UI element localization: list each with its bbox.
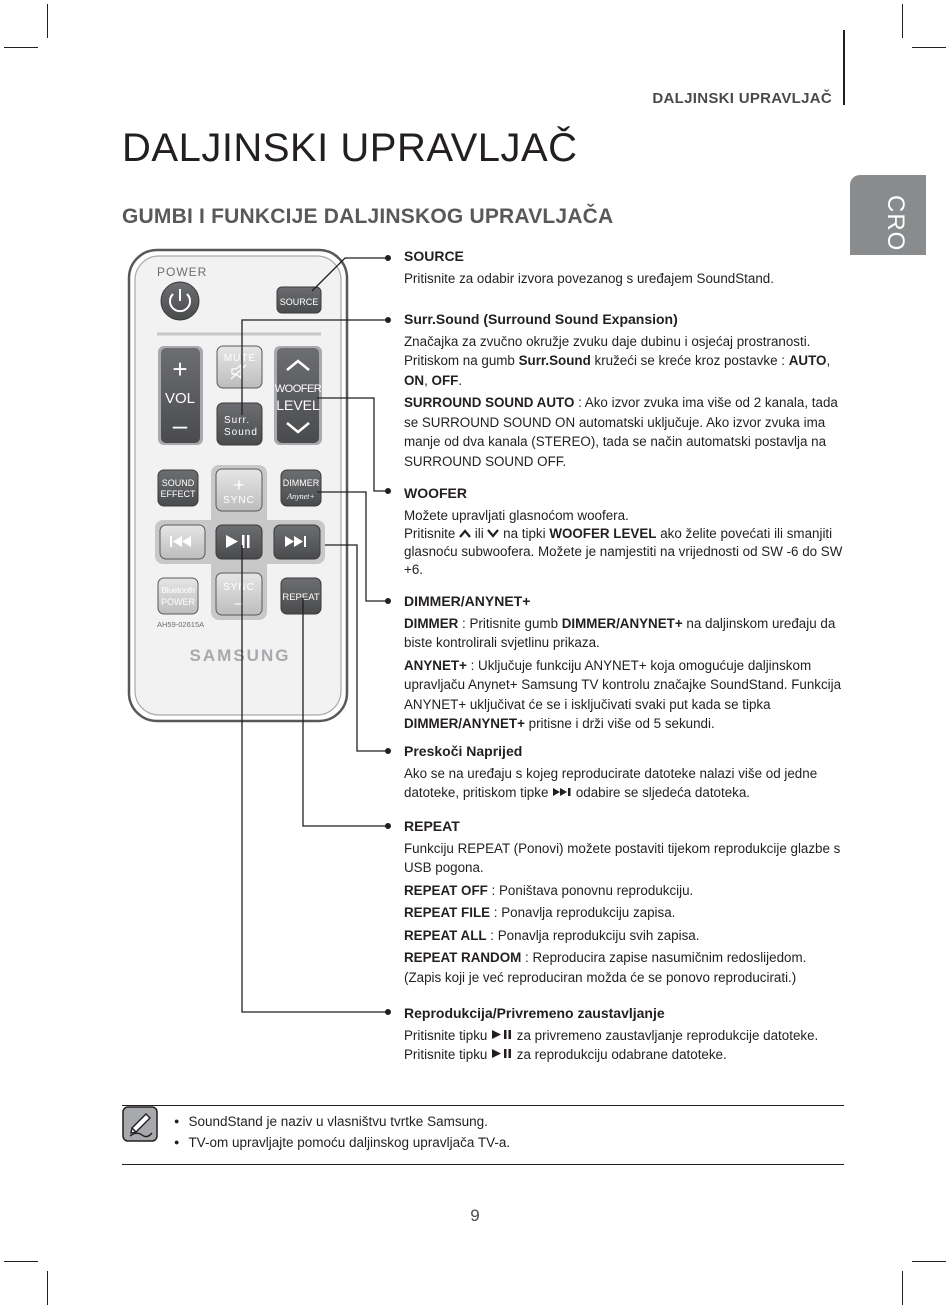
dimmer-label: DIMMER <box>404 615 459 631</box>
anynet-label: Anynet+ <box>287 492 315 501</box>
play-text-1 <box>404 1026 844 1046</box>
source-heading: SOURCE <box>404 248 464 264</box>
repeat-file-label: REPEAT FILE <box>404 905 491 920</box>
dimmer-anynet-button[interactable] <box>281 470 321 506</box>
dimmer-text-2b: : Uključuje funkciju ANYNET+ koja omogućuje daljinskom upravljaču Anynet+ Samsung TV kontrolu značajke SoundStand. Funkcija ANYNET+ uključivat će se i isključivati svaki put kada se tipka <box>404 657 842 712</box>
sync-plus-label: + <box>233 475 245 495</box>
woofer-level-rocker[interactable] <box>274 346 322 445</box>
woofer-label-line1: WOOFER <box>274 383 322 395</box>
vol-plus-label: + <box>172 354 188 384</box>
play-text-2b: za reprodukciju odabrane datoteke. <box>513 1047 727 1062</box>
surr-sound-button[interactable] <box>217 403 262 445</box>
skip-forward-icon <box>552 787 572 797</box>
surr-label-line1: Surr. <box>224 415 251 426</box>
dimmer-text-2d: pritisne i drži više od 5 sekundi. <box>524 716 715 731</box>
surr-auto-text: : Ako izvor zvuka ima više od 2 kanala, tada se SURROUND SOUND ON automatski uključuje. Ako izvor zvuka ima manje od dva kanala (STEREO), tada se način automatski postavlja na SURROUND SOUND OFF. <box>404 395 838 469</box>
play-section <box>404 1004 844 1068</box>
running-header: DALJINSKI UPRAVLJAČ <box>652 90 832 107</box>
repeat-off-text: : Poništava ponovnu reprodukciju. <box>487 882 694 898</box>
source-text: Pritisnite za odabir izvora povezanog s uređajem SoundStand. <box>404 270 774 286</box>
surr-text-2e: , <box>826 353 831 368</box>
source-section <box>404 247 844 291</box>
play-pause-button[interactable] <box>216 525 262 559</box>
bluetooth-label-line1: Bluetooth <box>161 585 195 595</box>
model-number: AH59-02615A <box>157 620 205 629</box>
repeat-all <box>404 926 844 946</box>
page-title: DALJINSKI UPRAVLJAČ <box>122 126 578 170</box>
dimmer-text-1d: na daljinskom uređaju da biste kontrolirali svjetlinu prikaza. <box>404 615 836 650</box>
repeat-button[interactable] <box>281 578 321 614</box>
chevron-down-icon <box>487 529 499 538</box>
crop-mark <box>902 1271 903 1305</box>
bluetooth-label-line2: POWER <box>160 597 196 607</box>
skip-text-b: odabire se sljedeća datoteka. <box>572 785 751 800</box>
surr-text-2b: Surr.Sound <box>518 353 591 368</box>
play-text-1a: Pritisnite tipku <box>404 1027 492 1043</box>
repeat-heading: REPEAT <box>404 818 460 834</box>
surr-text-2h: OFF <box>431 372 459 388</box>
woofer-text-2 <box>404 525 844 579</box>
skip-text-a: Ako se na uređaju s kojeg reproducirate datoteke nalazi više od jedne datoteke, pritiskom tipke <box>404 765 818 800</box>
brand-logo: SAMSUNG <box>189 646 291 665</box>
sync-minus-button[interactable] <box>216 573 262 615</box>
repeat-all-text: : Ponavlja reprodukciju svih zapisa. <box>486 927 700 943</box>
source-button-label: SOURCE <box>279 297 319 307</box>
crop-mark <box>4 1261 38 1262</box>
skip-forward-button[interactable] <box>274 525 320 559</box>
woofer-text-2d: WOOFER LEVEL <box>549 526 657 541</box>
surr-text-1: Značajka za zvučno okružje zvuku daje dubinu i osjećaj prostranosti. <box>404 333 811 349</box>
mute-label: MUTE <box>223 353 257 364</box>
volume-rocker[interactable] <box>158 346 203 445</box>
sync-minus-label: – <box>234 595 244 612</box>
play-pause-icon <box>491 1048 513 1059</box>
sound-effect-label-line2: EFFECT <box>160 489 196 499</box>
callout-dot <box>385 317 391 323</box>
repeat-button-label: REPEAT <box>282 592 320 603</box>
surr-auto-label: SURROUND SOUND AUTO <box>404 395 575 410</box>
callout-dot <box>385 488 391 494</box>
crop-mark <box>4 47 38 48</box>
play-text-2 <box>404 1045 844 1065</box>
note-pencil-icon <box>122 1106 158 1142</box>
repeat-file <box>404 903 844 923</box>
woofer-text-2a: Pritisnite <box>404 526 460 541</box>
repeat-all-label: REPEAT ALL <box>404 927 487 943</box>
callout-dot <box>385 748 391 754</box>
crop-mark <box>47 4 48 38</box>
repeat-off <box>404 881 844 901</box>
sound-effect-button[interactable] <box>158 470 198 506</box>
vol-minus-label: – <box>172 410 188 440</box>
repeat-random-label: REPEAT RANDOM <box>404 950 522 965</box>
dimmer-label: DIMMER <box>282 478 320 488</box>
power-label: POWER <box>157 265 208 279</box>
section-title: GUMBI I FUNKCIJE DALJINSKOG UPRAVLJAČA <box>122 205 614 228</box>
repeat-random-text: : Reproducira zapise nasumičnim redoslijedom. (Zapis koji je već reproduciran možda će se ponovo reproducirati.) <box>404 950 807 985</box>
crop-mark <box>47 1271 48 1305</box>
surr-label-line2: Sound <box>224 427 258 438</box>
surr-text-2f: ON <box>404 372 425 388</box>
dimmer-section <box>404 592 844 737</box>
crop-mark <box>912 1261 946 1262</box>
sync-top-label: SYNC <box>223 495 255 506</box>
chevron-up-icon <box>459 529 471 538</box>
sync-bottom-label: SYNC <box>223 582 255 593</box>
note-box <box>122 1105 844 1165</box>
note-list <box>174 1112 510 1154</box>
woofer-heading: WOOFER <box>404 485 467 501</box>
power-button[interactable] <box>161 282 199 320</box>
page-number: 9 <box>470 1206 480 1225</box>
surr-text-2a: Pritiskom na gumb <box>404 353 519 368</box>
repeat-section <box>404 817 844 990</box>
woofer-text-1: Možete upravljati glasnoćom woofera. <box>404 507 629 523</box>
skip-section <box>404 742 844 806</box>
repeat-random <box>404 948 844 987</box>
callout-dot <box>385 598 391 604</box>
woofer-text-2b: ili <box>471 526 488 541</box>
note-item: ● SoundStand je naziv u vlasništvu tvrtke Samsung. <box>174 1112 510 1133</box>
play-pause-icon <box>491 1029 513 1040</box>
surr-text-2d: AUTO <box>788 353 827 368</box>
surr-text-2g: , <box>424 372 432 388</box>
language-tab <box>850 175 926 255</box>
vol-label: VOL <box>164 390 196 407</box>
remote-control-illustration <box>127 248 349 723</box>
surr-text-2c: kružeći se kreće kroz postavke : <box>590 353 789 368</box>
crop-mark <box>902 4 903 38</box>
sound-effect-label-line1: SOUND <box>161 478 195 488</box>
woofer-text-2e: ako želite povećati ili smanjiti glasnoću subwoofera. Možete je namjestiti na vrijednosti od SW -6 do SW +6. <box>404 526 843 577</box>
callout-dot <box>385 255 391 261</box>
repeat-file-text: : Ponavlja reprodukciju zapisa. <box>490 905 676 920</box>
dimmer-text-1b: : Pritisnite gumb <box>458 615 562 631</box>
dimmer-text-2c: DIMMER/ANYNET+ <box>404 716 525 731</box>
repeat-off-label: REPEAT OFF <box>404 882 488 898</box>
header-rule <box>843 30 845 105</box>
play-heading: Reprodukcija/Privremeno zaustavljanje <box>404 1005 665 1021</box>
surr-text-2i: . <box>458 372 463 388</box>
dimmer-text-1c: DIMMER/ANYNET+ <box>561 615 683 631</box>
anynet-label: ANYNET+ <box>404 657 467 673</box>
dimmer-text-2 <box>404 656 844 734</box>
woofer-label-line2: LEVEL <box>276 397 320 413</box>
callout-dot <box>385 823 391 829</box>
bluetooth-power-button[interactable] <box>158 578 198 614</box>
surr-sound-section <box>404 310 844 474</box>
callout-dot <box>385 1009 391 1015</box>
dimmer-heading: DIMMER/ANYNET+ <box>404 593 531 609</box>
skip-heading: Preskoči Naprijed <box>404 743 523 759</box>
mute-button[interactable] <box>217 346 262 388</box>
play-text-1b: za privremeno zaustavljanje reprodukcije datoteke. <box>513 1027 819 1043</box>
previous-button[interactable] <box>160 525 205 559</box>
surr-heading: Surr.Sound (Surround Sound Expansion) <box>404 311 678 327</box>
source-button[interactable] <box>277 287 321 313</box>
skip-text <box>404 764 844 803</box>
play-text-2a: Pritisnite tipku <box>404 1047 492 1062</box>
woofer-section <box>404 484 844 582</box>
woofer-text-2c: na tipki <box>499 526 550 541</box>
sync-plus-button[interactable] <box>216 469 262 511</box>
dimmer-text-1 <box>404 614 844 653</box>
surr-text-2 <box>404 351 844 390</box>
note-item: ● TV-om upravljajte pomoću daljinskog upravljača TV-a. <box>174 1133 510 1154</box>
surr-text-3 <box>404 393 844 471</box>
language-tab-label: CRO <box>882 195 909 252</box>
crop-mark <box>912 47 946 48</box>
repeat-text-1: Funkciju REPEAT (Ponovi) možete postaviti tijekom reprodukcije glazbe s USB pogona. <box>404 840 841 875</box>
